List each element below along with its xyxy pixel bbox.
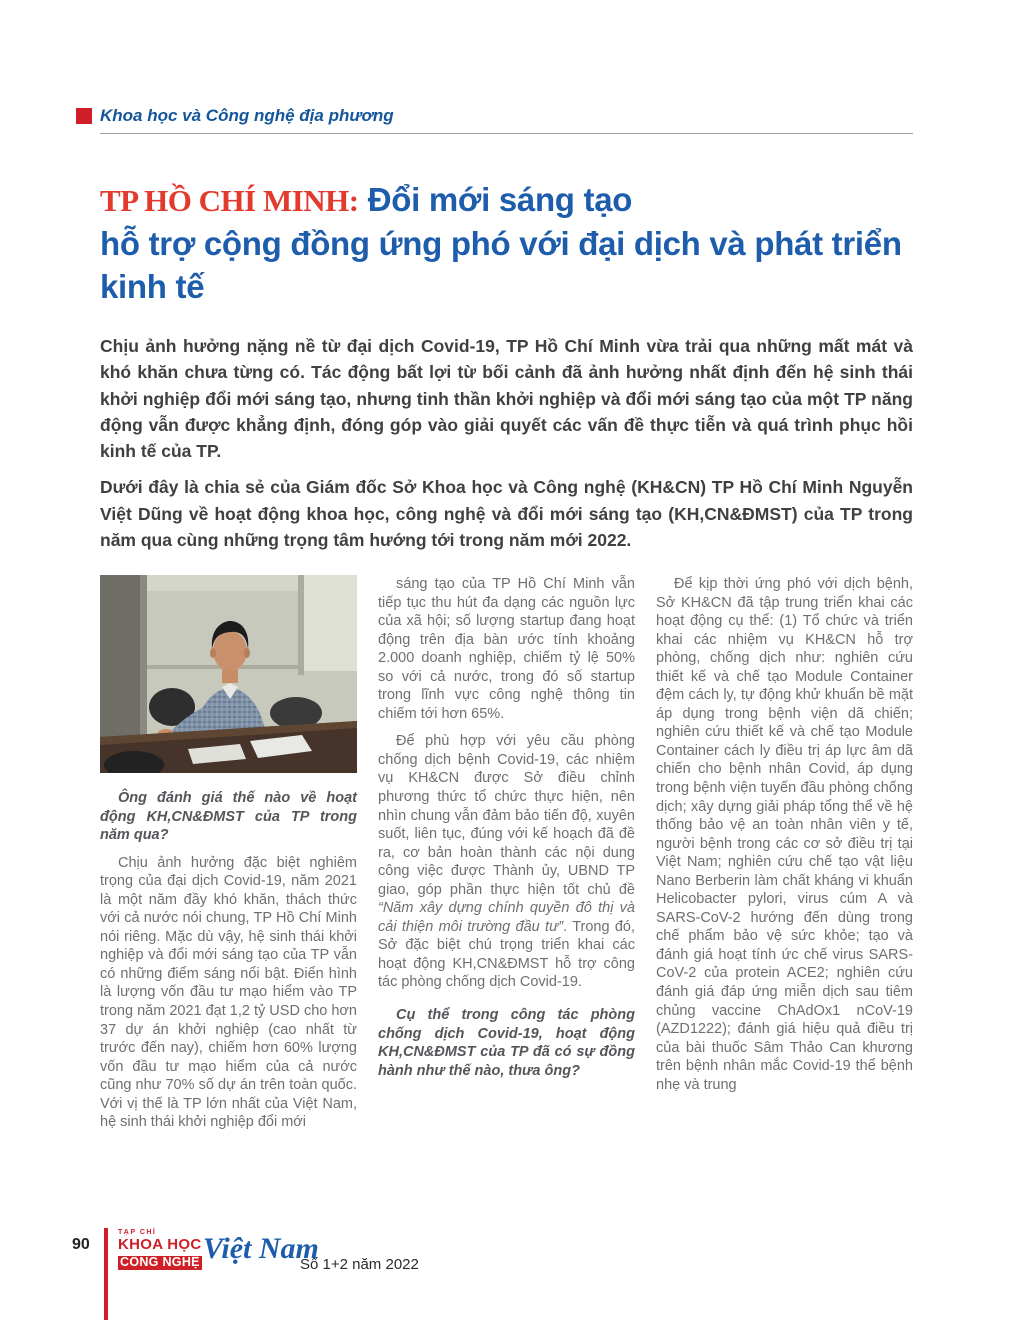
article-title-line1: Đổi mới sáng tạo: [367, 181, 633, 218]
column-1: [100, 575, 357, 1132]
column-2: [378, 575, 635, 1132]
quoted-theme: “Năm xây dựng chính quyền đô thị và cải thiện môi trường đầu tư”: [378, 900, 635, 935]
lead-paragraph-2: Dưới đây là chia sẻ của Giám đốc Sở Khoa học và Công nghệ (KH&CN) TP Hồ Chí Minh Nguyễn Việt Dũng về hoạt động khoa học, công nghệ và đổi mới sáng tạo (KH,CN&ĐMST) của TP trong năm qua cùng những trọng tâm hướng tới trong năm mới 2022.: [100, 477, 913, 550]
article-columns: [100, 575, 913, 1132]
interview-photo: [100, 575, 357, 773]
header-divider: [100, 133, 913, 134]
journal-logo-line1: KHOA HỌC: [118, 1235, 202, 1253]
issue-label: Số 1+2 năm 2022: [300, 1256, 419, 1273]
lead-paragraph-1: Chịu ảnh hưởng nặng nề từ đại dịch Covid-19, TP Hồ Chí Minh vừa trải qua những mất mát và khó khăn chưa từng có. Tác động bất lợi từ bối cảnh đã ảnh hưởng nhất định đến hệ sinh thái khởi nghiệp đổi mới sáng tạo, nhưng tinh thần khởi nghiệp và đổi mới sáng tạo của một TP năng động vẫn được khẳng định, đóng góp vào giải quyết các vấn đề thực tiễn và quá trình phục hồi kinh tế của TP.: [100, 336, 913, 461]
footer-red-bar: [104, 1228, 108, 1320]
journal-logo-tagline: TẠP CHÍ: [118, 1229, 157, 1236]
question-1: Ông đánh giá thế nào về hoạt động KH,CN&ĐMST của TP trong năm qua?: [100, 790, 357, 844]
section-title: Khoa học và Công nghệ địa phương: [100, 106, 394, 125]
answer-1-paragraph-3: [378, 732, 635, 992]
article-title-line2: hỗ trợ cộng đồng ứng phó với đại dịch và phát triển kinh tế: [100, 224, 902, 306]
paragraph-text: Để phù hợp với yêu cầu phòng chống dịch bệnh Covid-19, các nhiệm vụ KH&CN được Sở điều chỉnh phương thức tổ chức thực hiện, nên nhìn chung vẫn đảm bảo tiến độ, xuyên suốt, liên tục, đúng với kế hoạch đã đề ra, cơ bản hoàn thành các nội dung công việc được Thành ủy, UBND TP giao, góp phần thực hiện tốt chủ đề: [378, 733, 635, 898]
article-title-location: TP HỒ CHÍ MINH:: [100, 183, 359, 218]
page-number: 90: [72, 1236, 90, 1253]
journal-logo-brand: Việt Nam: [203, 1232, 319, 1265]
page-footer: [0, 1228, 1010, 1320]
paragraph-text: . Trong đó, Sở đặc biệt chú trọng triển khai các hoạt động KH,CN&ĐMST hỗ trợ công tác phòng chống dịch Covid-19.: [378, 918, 636, 991]
answer-1-paragraph-1: Chịu ảnh hưởng đặc biệt nghiêm trọng của đại dịch Covid-19, năm 2021 là một năm đầy khó khăn, thách thức với cả nước nói chung, TP Hồ Chí Minh nói riêng. Mặc dù vậy, hệ sinh thái khởi nghiệp và đổi mới sáng tạo của TP vẫn có những điểm sáng nổi bật. Điển hình là lượng vốn đầu tư mạo hiểm vào TP trong năm 2021 đạt 1,2 tỷ USD cho hơn 37 dự án khởi nghiệp (cao nhất từ trước đến nay), chiếm hơn 60% lượng vốn đầu tư mạo hiểm của cả nước cũng như 70% số dự án trên toàn quốc. Với vị thế là TP lớn nhất của Việt Nam, hệ sinh thái khởi nghiệp đổi mới: [100, 854, 357, 1131]
question-2: Cụ thể trong công tác phòng chống dịch Covid-19, hoạt động KH,CN&ĐMST của TP đã có sự đồng hành như thế nào, thưa ông?: [378, 1007, 635, 1079]
section-header: [100, 106, 913, 126]
journal-logo: [118, 1229, 202, 1271]
article-title: [100, 178, 913, 309]
journal-logo-line2: CÔNG NGHỆ: [120, 1255, 200, 1270]
page-content: [100, 0, 913, 1132]
section-marker-icon: [76, 108, 92, 124]
answer-1-paragraph-2: sáng tạo của TP Hồ Chí Minh vẫn tiếp tục thu hút đa dạng các nguồn lực của xã hội; số lượng startup đang hoạt động trên địa bàn ước tính khoảng 2.000 doanh nghiệp, chiếm tỷ lệ 50% so với cả nước, trong đó số startup trong lĩnh vực công nghệ thông tin chiếm tới hơn 65%.: [378, 576, 635, 722]
column-3: [656, 575, 913, 1132]
answer-2-paragraph-1: Để kịp thời ứng phó với dịch bệnh, Sở KH&CN đã tập trung triển khai các hoạt động cụ thể: (1) Tổ chức và triển khai các nhiệm vụ KH&CN hỗ trợ phòng, chống dịch như: nghiên cứu thiết kế và chế tạo Module Container đệm cách ly, tự động khử khuẩn bề mặt áp dụng trong bệnh viện dã chiến; nghiên cứu thiết kế và chế tạo Module Container cách ly điều trị áp lực âm dã chiến cho bệnh nhân Covid, áp dụng trong bệnh viện tuyến đầu phòng chống dịch; xây dựng giải pháp tổng thể về hệ thống bảo vệ an toàn nhân viên y tế, người bệnh trong các cơ sở điều trị tại Việt Nam; nghiên cứu chế tạo vật liệu Nano Berberin làm chất kháng vi khuẩn Helicobacter pylori, virus cúm A và SARS-CoV-2 hướng đến dùng trong chế phẩm bảo vệ sức khỏe; tạo và đánh giá hoạt tính ức chế virus SARS-CoV-2 của protein ACE2; nghiên cứu đánh giá đáp ứng miễn dịch sau tiêm chủng vaccine ChAdOx1 nCoV-19 (AZD1222); đánh giá hiệu quả điều trị của bài thuốc Sâm Thảo Can khương trên bệnh nhân mắc Covid-19 thể bệnh nhẹ và trung: [656, 576, 913, 1093]
